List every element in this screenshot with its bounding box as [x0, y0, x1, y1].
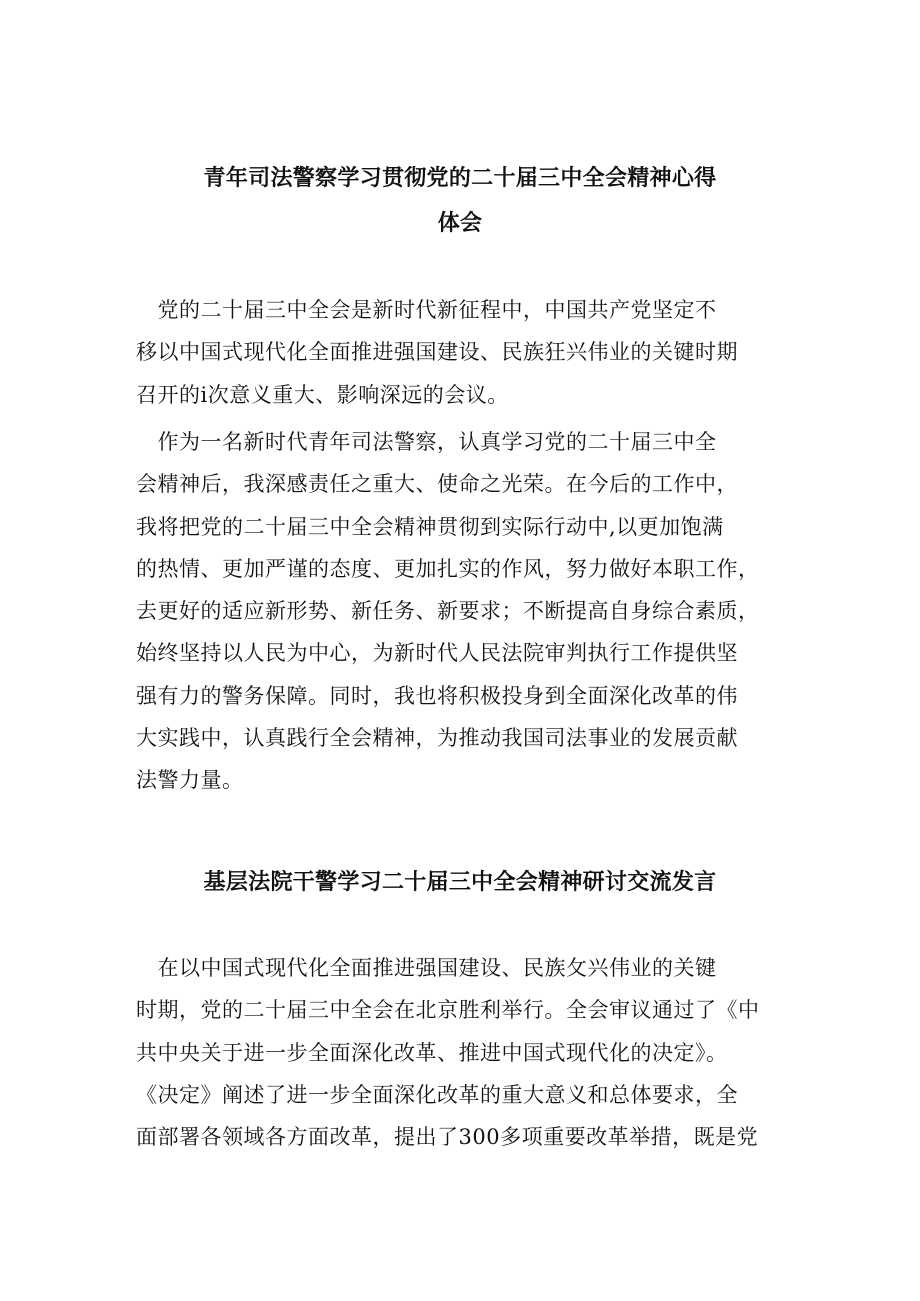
text-line: 党的二十届三中全会是新时代新征程中，中国共产党坚定不 — [136, 298, 717, 322]
text-line: 面部署各领域各方面改革，提出了300多项重要改革举措，既是党 — [136, 1125, 759, 1150]
text-line: 会精神后，我深感责任之重大、使命之光荣。在今后的工作中， — [136, 472, 738, 497]
text-line: 共中央关于进一步全面深化改革、推进中国式现代化的决定》。 — [136, 1040, 728, 1065]
text-line: 召开的i次意义重大、影响深远的会议。 — [136, 382, 509, 407]
text-line: 法警力量。 — [136, 768, 244, 793]
text-line: 《决定》阐述了进一步全面深化改革的重大意义和总体要求，全 — [136, 1082, 738, 1107]
text-line: 作为一名新时代青年司法警察，认真学习党的二十届三中全 — [136, 430, 717, 454]
text-line: 我将把党的二十届三中全会精神贯彻到实际行动中,以更加饱满 — [136, 514, 724, 539]
text-line: 始终坚持以人民为中心，为新时代人民法院审判执行工作提供坚 — [136, 641, 738, 666]
text-line: 去更好的适应新形势、新任务、新要求；不断提高自身综合素质， — [136, 599, 760, 624]
text-line: 移以中国式现代化全面推进强国建设、民族狂兴伟业的关键时期 — [136, 340, 738, 365]
text-line: 时期，党的二十届三中全会在北京胜利举行。全会审议通过了《中 — [136, 998, 760, 1023]
section-2-title: 基层法院干警学习二十届三中全会精神研讨交流发言 — [203, 870, 717, 895]
section-1-title-line-1: 青年司法警察学习贯彻党的二十届三中全会精神心得 — [203, 166, 717, 191]
text-line: 大实践中，认真践行全会精神，为推动我国司法事业的发展贡献 — [136, 726, 738, 751]
text-line: 的热情、更加严谨的态度、更加扎实的作风，努力做好本职工作， — [136, 556, 760, 581]
section-2-paragraph-1 — [136, 947, 796, 1158]
section-1-paragraph-2 — [136, 421, 796, 802]
text-line: 强有力的警务保障。同时，我也将积极投身到全面深化改革的伟 — [136, 683, 738, 708]
section-1-paragraph-1 — [136, 289, 796, 416]
section-1-title — [0, 156, 920, 246]
text-line: 在以中国式现代化全面推进强国建设、民族攵兴伟业的关键 — [136, 956, 717, 980]
section-1-title-line-2: 体会 — [437, 211, 483, 236]
